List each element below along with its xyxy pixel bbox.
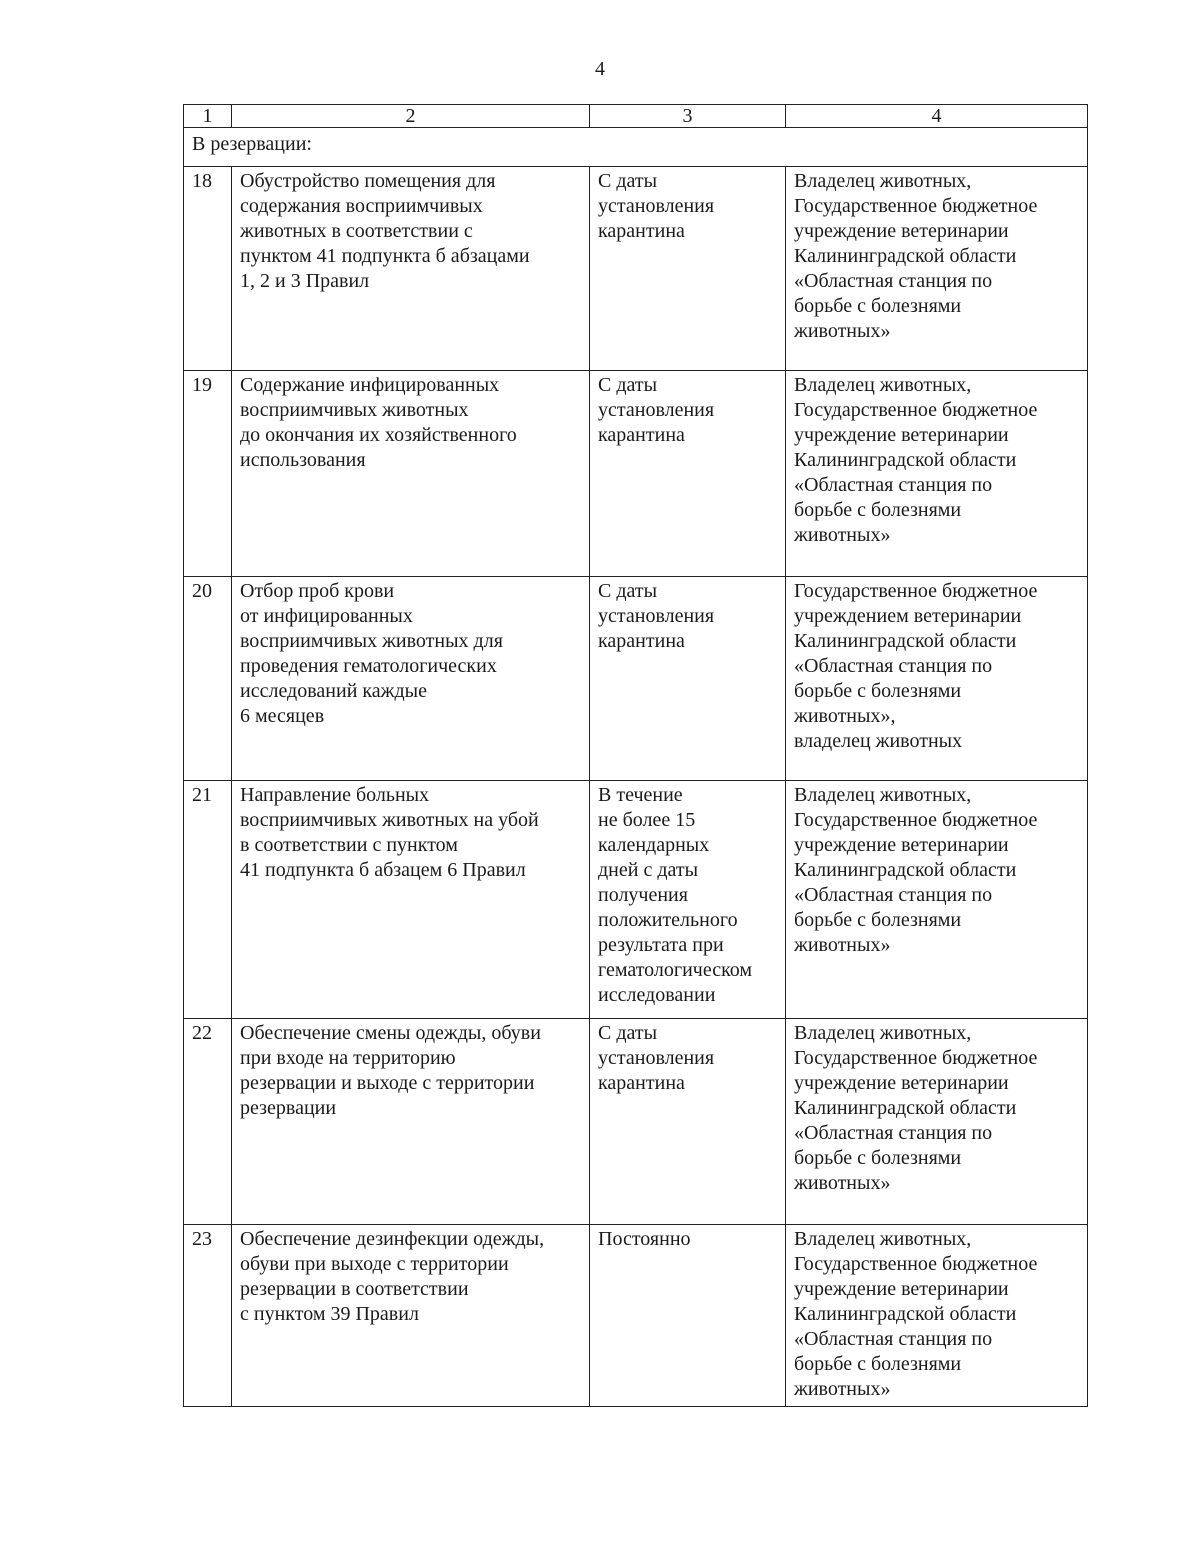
action-cell: Обеспечение смены одежды, обуви при входе на территорию резервации и выходе с территории резервации [240, 1022, 541, 1119]
table-row [184, 577, 1088, 781]
section-title: В резервации: [184, 128, 1088, 167]
table-row [184, 167, 1088, 371]
header-cell: 3 [590, 105, 786, 128]
responsible-cell: Владелец животных, Государственное бюджетное учреждение ветеринарии Калининградской области «Областная станция по борьбе с болезнями животных» [794, 784, 1038, 956]
term-cell: В течение не более 15 календарных дней с даты получения положительного результата при гематологическом исследовании [598, 784, 753, 1006]
section-row [184, 128, 1088, 167]
table-row [184, 781, 1088, 1019]
responsible-cell: Владелец животных, Государственное бюджетное учреждение ветеринарии Калининградской области «Областная станция по борьбе с болезнями животных» [794, 1022, 1038, 1194]
term-cell: С даты установления карантина [598, 1022, 715, 1094]
row-number: 21 [184, 781, 232, 1019]
row-number: 23 [184, 1225, 232, 1407]
action-cell: Содержание инфицированных восприимчивых животных до окончания их хозяйственного использования [240, 374, 517, 471]
action-cell: Направление больных восприимчивых животных на убой в соответствии с пунктом 41 подпункта б абзацем 6 Правил [240, 784, 539, 881]
term-cell: С даты установления карантина [598, 374, 715, 446]
term-cell: С даты установления карантина [598, 580, 715, 652]
row-number: 22 [184, 1019, 232, 1225]
header-cell: 1 [184, 105, 232, 128]
term-cell: Постоянно [598, 1228, 691, 1250]
action-cell: Отбор проб крови от инфицированных восприимчивых животных для проведения гематологических исследований каждые 6 месяцев [240, 580, 503, 727]
measures-table [183, 104, 1088, 1407]
responsible-cell: Владелец животных, Государственное бюджетное учреждение ветеринарии Калининградской области «Областная станция по борьбе с болезнями животных» [794, 374, 1038, 546]
table-row [184, 1225, 1088, 1407]
table-row [184, 371, 1088, 577]
table-row [184, 1019, 1088, 1225]
responsible-cell: Владелец животных, Государственное бюджетное учреждение ветеринарии Калининградской области «Областная станция по борьбе с болезнями животных» [794, 1228, 1038, 1400]
header-cell: 4 [786, 105, 1088, 128]
row-number: 18 [184, 167, 232, 371]
responsible-cell: Владелец животных, Государственное бюджетное учреждение ветеринарии Калининградской области «Областная станция по борьбе с болезнями животных» [794, 170, 1038, 342]
row-number: 19 [184, 371, 232, 577]
term-cell: С даты установления карантина [598, 170, 715, 242]
header-cell: 2 [232, 105, 590, 128]
page-number: 4 [595, 58, 605, 80]
action-cell: Обустройство помещения для содержания восприимчивых животных в соответствии с пунктом 41 подпункта б абзацами 1, 2 и 3 Правил [240, 170, 530, 292]
responsible-cell: Государственное бюджетное учреждением ветеринарии Калининградской области «Областная станция по борьбе с болезнями животных», владелец животных [794, 580, 1038, 752]
row-number: 20 [184, 577, 232, 781]
action-cell: Обеспечение дезинфекции одежды, обуви при выходе с территории резервации в соответствии с пунктом 39 Правил [240, 1228, 545, 1325]
table-header-row [184, 105, 1088, 128]
